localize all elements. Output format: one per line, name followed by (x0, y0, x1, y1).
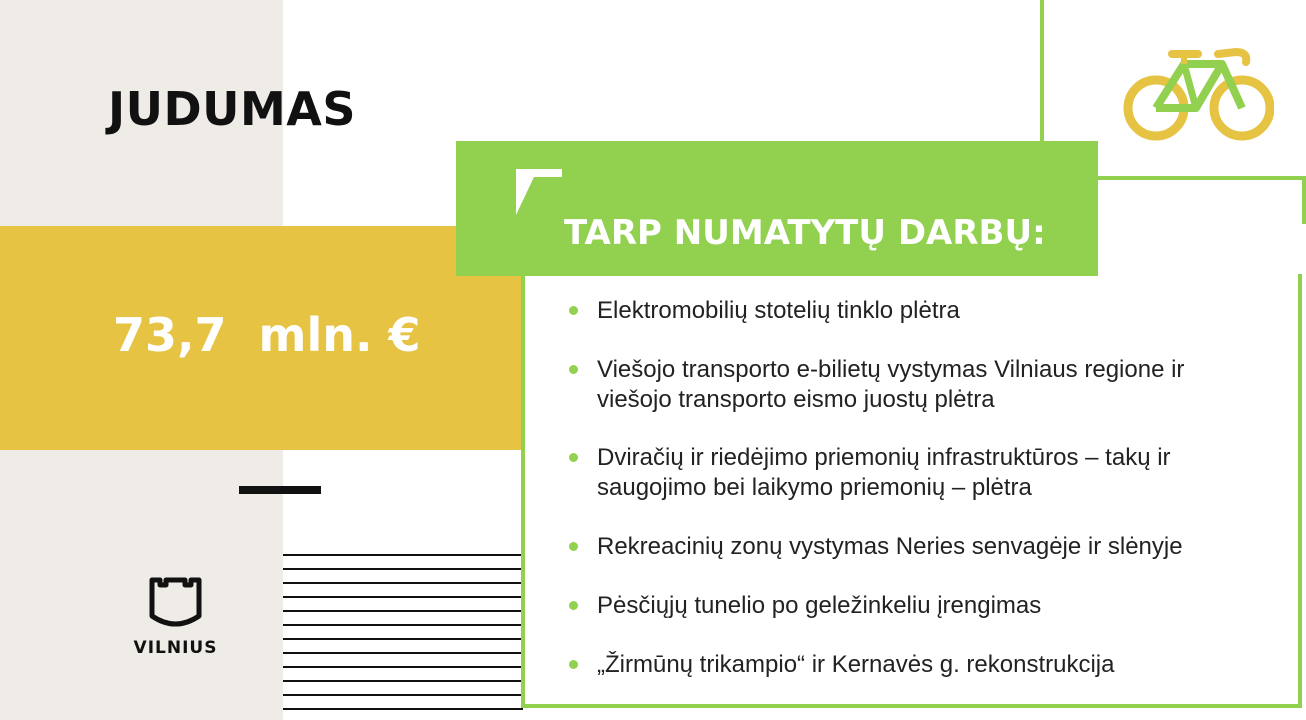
list-item (569, 355, 1287, 415)
list-item-text: Dviračių ir riedėjimo priemonių infrastruktūros – takų ir (597, 444, 1171, 471)
list-item (569, 532, 1287, 562)
bullet-icon (569, 453, 578, 462)
bullet-icon (569, 542, 578, 551)
list-item-text: Elektromobilių stotelių tinklo plėtra (597, 297, 960, 324)
heading-panel (456, 141, 1098, 276)
list-item-text: Pėsčiųjų tunelio po geležinkeliu įrengimas (597, 592, 1042, 619)
bullet-icon (569, 601, 578, 610)
slide-title: JUDUMAS (108, 82, 357, 136)
list-item-text: Rekreacinių zonų vystymas Neries senvagėje ir slėnyje (597, 533, 1183, 560)
bullet-icon (569, 365, 578, 374)
vilnius-castle-logo (128, 574, 223, 630)
decorative-dash (239, 486, 321, 494)
list-item-text-cont: viešojo transporto eismo juostų plėtra (597, 386, 995, 413)
list-item (569, 443, 1287, 503)
list-item-text-cont: saugojimo bei laikymo priemonių – plėtra (597, 474, 1032, 501)
list-item (569, 296, 1287, 326)
works-list-box (521, 274, 1302, 708)
bullet-icon (569, 660, 578, 669)
list-item (569, 591, 1287, 621)
logo-text: VILNIUS (133, 638, 218, 658)
list-item-text: „Žirmūnų trikampio“ ir Kernavės g. rekonstrukcija (597, 651, 1115, 678)
bicycle-icon (1122, 44, 1274, 144)
works-heading: TARP NUMATYTŲ DARBŲ: (564, 213, 1046, 253)
bullet-icon (569, 306, 578, 315)
corner-bracket-icon (516, 169, 562, 215)
decorative-stripes (283, 554, 523, 720)
vilnius-logo (128, 574, 223, 658)
decorative-frame (1096, 176, 1306, 224)
decorative-vertical-line (1040, 0, 1044, 142)
list-item (569, 650, 1287, 680)
list-item-text: Viešojo transporto e-bilietų vystymas Vilniaus regione ir (597, 356, 1185, 383)
budget-amount: 73,7 mln. € (113, 308, 421, 362)
